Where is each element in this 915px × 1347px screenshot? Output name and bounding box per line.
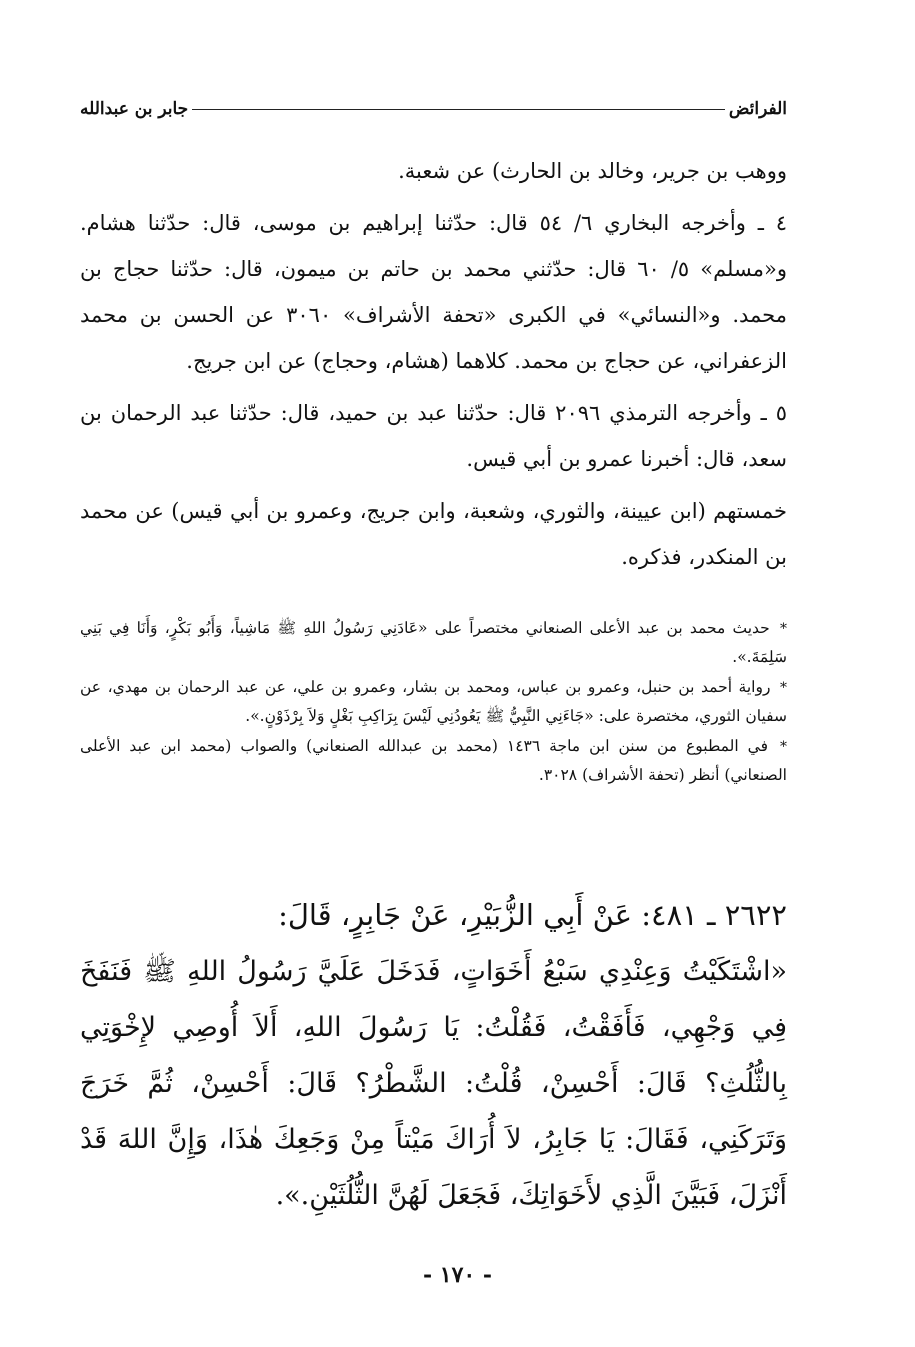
footnote-text: في المطبوع من سنن ابن ماجة ١٤٣٦ (محمد بن عبدالله الصنعاني) والصواب (محمد ابن عبد الأعلى الصنعاني) أنظر (تحفة الأشراف) ٣٠٢٨. xyxy=(80,737,787,784)
hadith-text: «اشْتَكَيْتُ وَعِنْدِي سَبْعُ أَخَوَاتٍ، فَدَخَلَ عَلَيَّ رَسُولُ اللهِ ﷺ فَنَفَخَ فِي وَجْهِي، فَأَفَقْتُ، فَقُلْتُ: يَا رَسُولَ اللهِ، أَلاَ أُوصِي لإِخْوَتِي بِالثُّلُثِ؟ قَالَ: أَحْسِنْ، قُلْتُ: الشَّطْرُ؟ قَالَ: أَحْسِنْ، ثُمَّ خَرَجَ وَتَرَكَنِي، فَقَالَ: يَا جَابِرُ، لاَ أُرَاكَ مَيْتاً مِنْ وَجَعِكَ هٰذَا، وَإِنَّ اللهَ قَدْ أَنْزَلَ، فَبَيَّنَ الَّذِي لأَخَوَاتِكَ، فَجَعَلَ لَهُنَّ الثُّلُثَيْنِ.». xyxy=(80,956,787,1211)
footnote xyxy=(80,732,787,789)
main-text xyxy=(80,148,787,586)
footnote-text: رواية أحمد بن حنبل، وعمرو بن عباس، ومحمد بن بشار، وعمرو بن علي، عن عبد الرحمان بن مهدي، عن سفيان الثوري، مختصرة على: «جَاءَنِي النَّبِيُّ ﷺ يَعُودُنِي لَيْسَ بِرَاكِبِ بَغْلٍ وَلاَ بِرْذَوْنٍ.». xyxy=(80,678,787,725)
footnote-text: حديث محمد بن عبد الأعلى الصنعاني مختصراً على «عَادَنِي رَسُولُ اللهِ ﷺ مَاشِياً، وَأَبُو بَكْرٍ، وَأَنَا فِي بَنِي سَلِمَةَ.». xyxy=(80,619,787,666)
footnote xyxy=(80,673,787,730)
paragraph-source-5: ٥ ـ وأخرجه الترمذي ٢٠٩٦ قال: حدّثنا عبد بن حميد، قال: حدّثنا عبد الرحمان بن سعد، قال: أخبرنا عمرو بن أبي قيس. xyxy=(80,401,787,471)
footnote-marker: * xyxy=(780,680,787,696)
hadith-heading: ٢٦٢٢ ـ ٤٨١: عَنْ أَبِي الزُّبَيْرِ، عَنْ جَابِرٍ، قَالَ: xyxy=(278,898,787,932)
paragraph-continuation: ووهب بن جرير، وخالد بن الحارث) عن شعبة. xyxy=(398,159,787,183)
page-number: - ١٧٠ - xyxy=(422,1262,493,1288)
chapter-title: جابر بن عبدالله xyxy=(80,99,189,119)
header-rule xyxy=(192,109,725,110)
footnote-marker: * xyxy=(780,739,787,755)
running-header xyxy=(80,92,787,126)
paragraph-source-4: ٤ ـ وأخرجه البخاري ٦/ ٥٤ قال: حدّثنا إبراهيم بن موسى، قال: حدّثنا هشام. و«مسلم» ٥/ ٦٠ قال: حدّثني محمد بن حاتم بن ميمون، قال: حدّثنا حجاج بن محمد. و«النسائي» في الكبرى «تحفة الأشراف» ٣٠٦٠ عن الحسن بن محمد الزعفراني، عن حجاج بن محمد. كلاهما (هشام، وحجاج) عن ابن جريج. xyxy=(80,211,787,373)
paragraph-summary: خمستهم (ابن عيينة، والثوري، وشعبة، وابن جريج، وعمرو بن أبي قيس) عن محمد بن المنكدر، فذكره. xyxy=(80,499,787,569)
section-title: الفرائض xyxy=(728,99,787,119)
footnotes xyxy=(80,614,787,791)
footnote xyxy=(80,614,787,671)
footnote-marker: * xyxy=(780,621,787,637)
